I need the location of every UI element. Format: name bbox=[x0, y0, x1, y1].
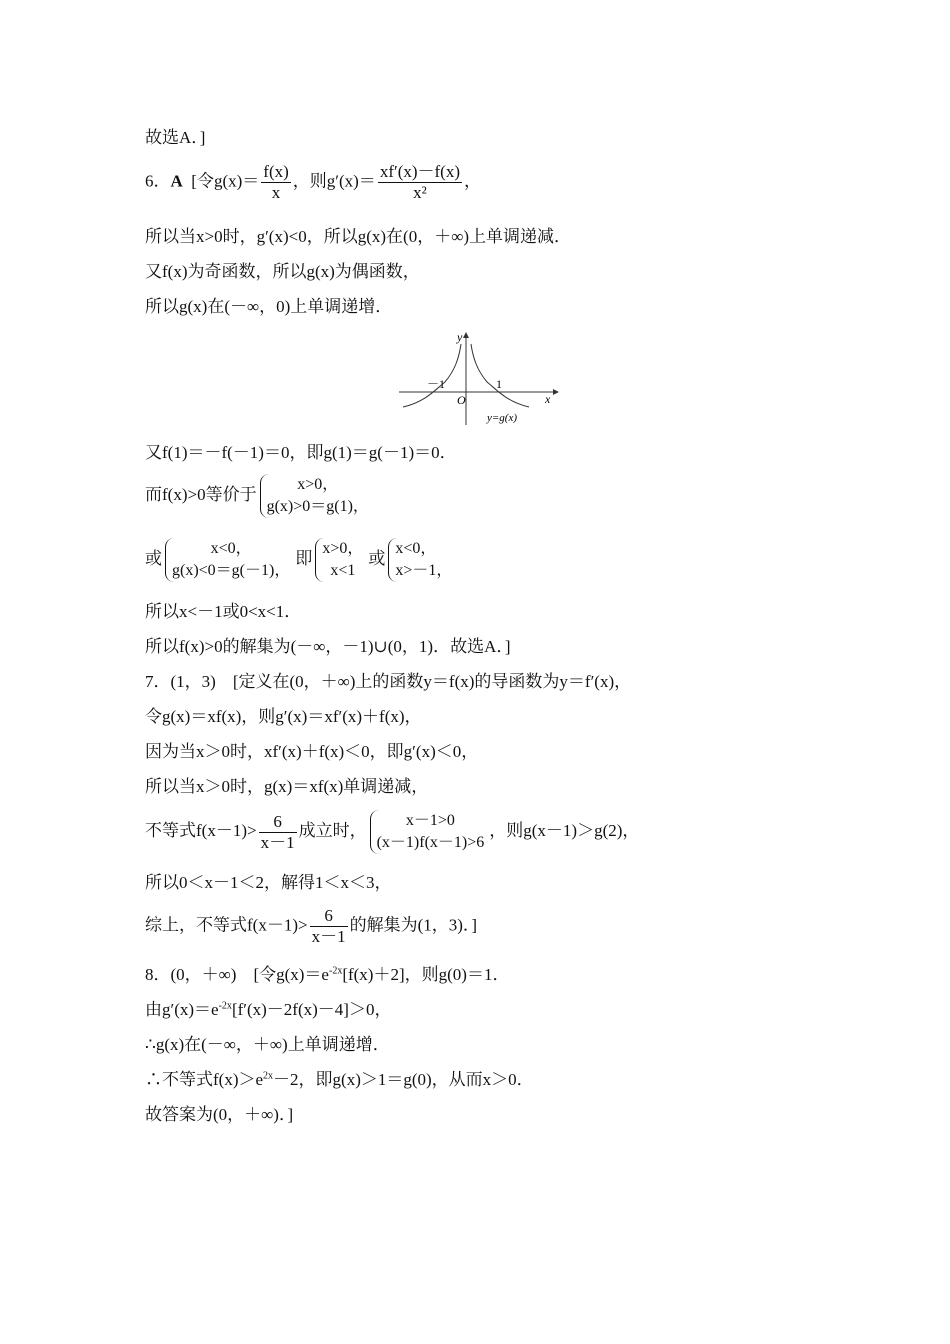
curve-left bbox=[403, 344, 461, 407]
fraction: $\frac{xf'(x)-f(x)}{\text{x²}}$ bbox=[379, 162, 460, 202]
text-line: 所以当x＞0时，g(x)＝xf(x)单调递减， bbox=[145, 777, 429, 796]
fraction: $\frac{6}{x-1}$ bbox=[260, 811, 295, 852]
q6-header: 6．A [令g(x)＝ $\frac{f(x)}{x}$ ，则g′(x)＝ $\frac{xf'(x)-f(x)}{\text{x²}}$ ， bbox=[145, 162, 481, 202]
y-axis-label: y bbox=[457, 330, 463, 344]
system-line-2: 或 x<0， g(x)<0＝g(－1)， 即 x>0， x<1 或 x<0， x>－1， bbox=[145, 538, 457, 582]
equation-system: x－1>0 (x－1)f(x－1)>6 bbox=[370, 810, 487, 854]
inequality-line: 不等式f(x－1)> $\frac{6}{x-1}$ 成立时， x－1>0 (x－1)f(x－1)>6 ，则g(x－1)＞g(2)， bbox=[145, 810, 639, 854]
text-line: 故选A．] bbox=[145, 128, 206, 147]
equation-system: x>0， x<1 bbox=[315, 538, 365, 582]
text-line: 因为当x＞0时，xf′(x)＋f(x)＜0，即g′(x)＜0， bbox=[145, 742, 479, 761]
text-line: ∴g(x)在(－∞，＋∞)上单调递增． bbox=[145, 1035, 390, 1054]
text-line: 所以f(x)>0的解集为(－∞，－1)∪(0，1)．故选A．] bbox=[145, 637, 511, 656]
text-line: 7．(1，3) [定义在(0，＋∞)上的函数y＝f(x)的导函数为y＝f′(x)， bbox=[145, 672, 632, 691]
x-axis-arrow bbox=[553, 389, 559, 395]
curve-label: y=g(x) bbox=[487, 412, 518, 424]
text-line: 由$g'(x)=e^{-2x}[f'(x)-2f(x)-4]>0$， bbox=[145, 1000, 392, 1019]
question-number: 6． bbox=[145, 171, 171, 191]
tick-label-neg-one: －1 bbox=[427, 377, 446, 391]
fraction: $\frac{f(x)}{x}$ bbox=[263, 162, 289, 202]
text-line: 又f(1)＝－f(－1)＝0，即g(1)＝g(－1)＝0． bbox=[145, 443, 457, 462]
y-axis-arrow bbox=[463, 332, 469, 338]
inequality-line: 综上，不等式f(x－1)> $\frac{6}{x-1}$ 的解集为(1，3)．] bbox=[145, 906, 478, 946]
text-line: ∴不等式$f(x)>e^{2x}-2$，即g(x)＞1＝g(0)，从而x＞0． bbox=[145, 1070, 534, 1089]
text-line: 所以g(x)在(－∞，0)上单调递增． bbox=[145, 297, 393, 316]
text-line: 所以0＜x－1＜2，解得1＜x＜3， bbox=[145, 873, 392, 892]
function-graph bbox=[395, 330, 560, 430]
text-line: 所以x<－1或0<x<1． bbox=[145, 602, 302, 621]
curve-right bbox=[471, 344, 529, 407]
fraction: $\frac{6}{x-1}$ bbox=[311, 906, 346, 946]
text-line: 8．(0，＋∞) [令$g(x)=e^{-2x}[f(x)+2]$，则g(0)＝1． bbox=[145, 965, 510, 984]
x-axis-label: x bbox=[545, 392, 551, 406]
equation-system: x>0， g(x)>0＝g(1)， bbox=[260, 474, 371, 518]
text-line: 令g(x)＝xf(x)，则g′(x)＝xf′(x)＋f(x)， bbox=[145, 707, 422, 726]
tick-label-pos-one: 1 bbox=[496, 377, 502, 391]
text-line: 故答案为(0，＋∞)．] bbox=[145, 1105, 294, 1124]
system-line-1: 而f(x)>0等价于 x>0， g(x)>0＝g(1)， bbox=[145, 474, 374, 518]
answer-choice: A bbox=[170, 171, 183, 191]
equation-system: x<0， x>－1， bbox=[388, 538, 454, 582]
equation-system: x<0， g(x)<0＝g(－1)， bbox=[165, 538, 292, 582]
origin-label: O bbox=[457, 393, 466, 407]
text-line: 所以当x>0时，g′(x)<0，所以g(x)在(0，＋∞)上单调递减． bbox=[145, 227, 571, 246]
text-line: 又f(x)为奇函数，所以g(x)为偶函数， bbox=[145, 262, 420, 281]
